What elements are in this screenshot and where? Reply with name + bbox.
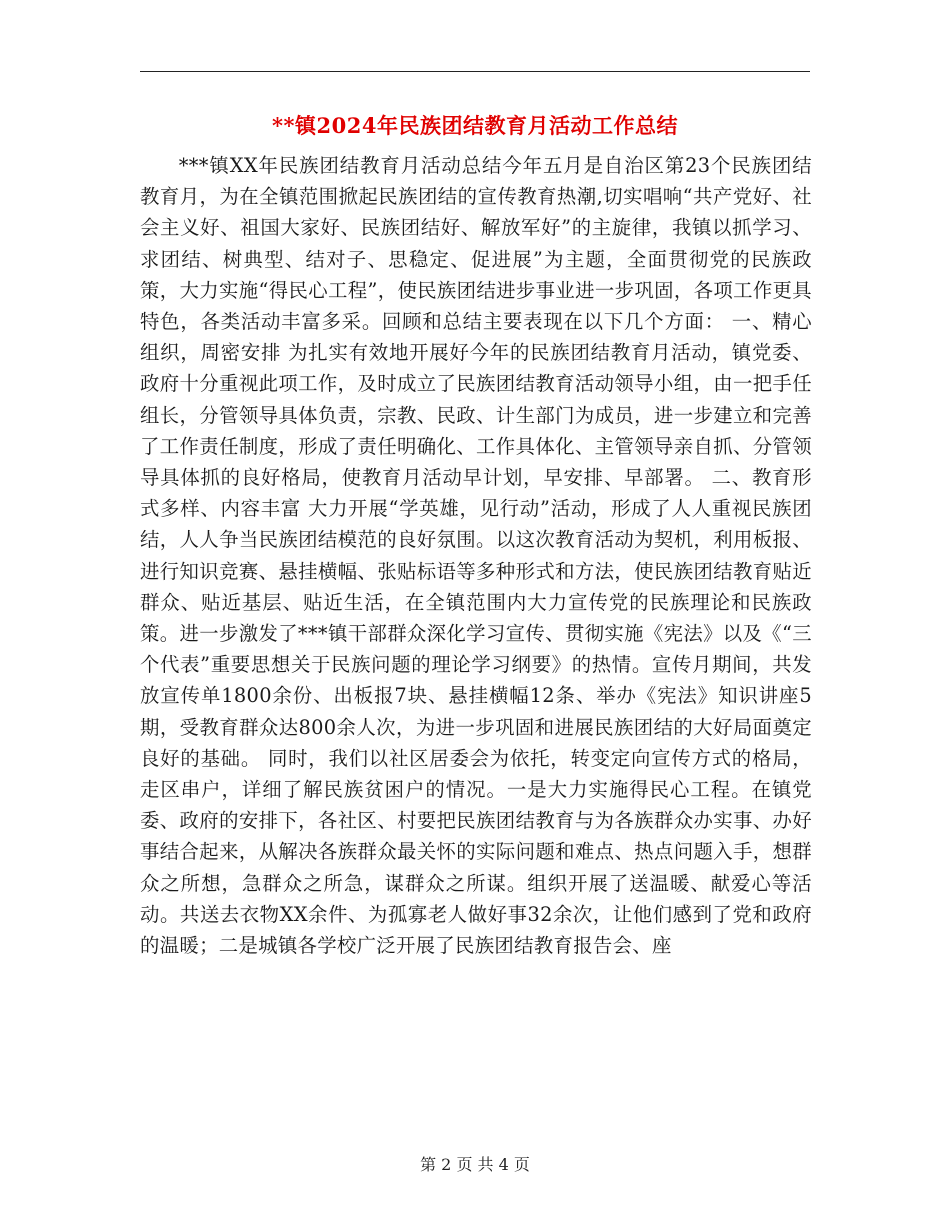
header-rule: [140, 71, 810, 72]
document-body: ***镇XX年民族团结教育月活动总结今年五月是自治区第23个民族团结教育月，为在全镇范围掀起民族团结的宣传教育热潮,切实唱响“共产党好、社会主义好、祖国大家好、民族团结好、解放军好”的主旋律，我镇以抓学习、求团结、树典型、结对子、思稳定、促进展”为主题，全面贯彻党的民族政策，大力实施“得民心工程”，使民族团结进步事业进一步巩固，各项工作更具特色，各类活动丰富多采。回顾和总结主要表现在以下几个方面： 一、精心组织，周密安排 为扎实有效地开展好今年的民族团结教育月活动，镇党委、政府十分重视此项工作，及时成立了民族团结教育活动领导小组，由一把手任组长，分管领导具体负责，宗教、民政、计生部门为成员，进一步建立和完善了工作责任制度，形成了责任明确化、工作具体化、主管领导亲自抓、分管领导具体抓的良好格局，使教育月活动早计划，早安排、早部署。 二、教育形式多样、内容丰富 大力开展“学英雄，见行动”活动，形成了人人重视民族团结，人人争当民族团结模范的良好氛围。以这次教育活动为契机，利用板报、进行知识竞赛、悬挂横幅、张贴标语等多种形式和方法，使民族团结教育贴近群众、贴近基层、贴近生活，在全镇范围内大力宣传党的民族理论和民族政策。进一步激发了***镇干部群众深化学习宣传、贯彻实施《宪法》以及《“三个代表”重要思想关于民族问题的理论学习纲要》的热情。宣传月期间，共发放宣传单1800余份、出板报7块、悬挂横幅12条、举办《宪法》知识讲座5期，受教育群众达800余人次，为进一步巩固和进展民族团结的大好局面奠定良好的基础。 同时，我们以社区居委会为依托，转变定向宣传方式的格局，走区串户，详细了解民族贫困户的情况。一是大力实施得民心工程。在镇党委、政府的安排下，各社区、村要把民族团结教育与为各族群众办实事、办好事结合起来，从解决各族群众最关怀的实际问题和难点、热点问题入手，想群众之所想，急群众之所急，谋群众之所谋。组织开展了送温暖、献爱心等活动。共送去衣物XX余件、为孤寡老人做好事32余次，让他们感到了党和政府的温暖；二是城镇各学校广泛开展了民族团结教育报告会、座: [140, 154, 812, 958]
document-title: **镇2024年民族团结教育月活动工作总结: [272, 113, 678, 138]
page-number: 第 2 页 共 4 页: [420, 1155, 530, 1174]
